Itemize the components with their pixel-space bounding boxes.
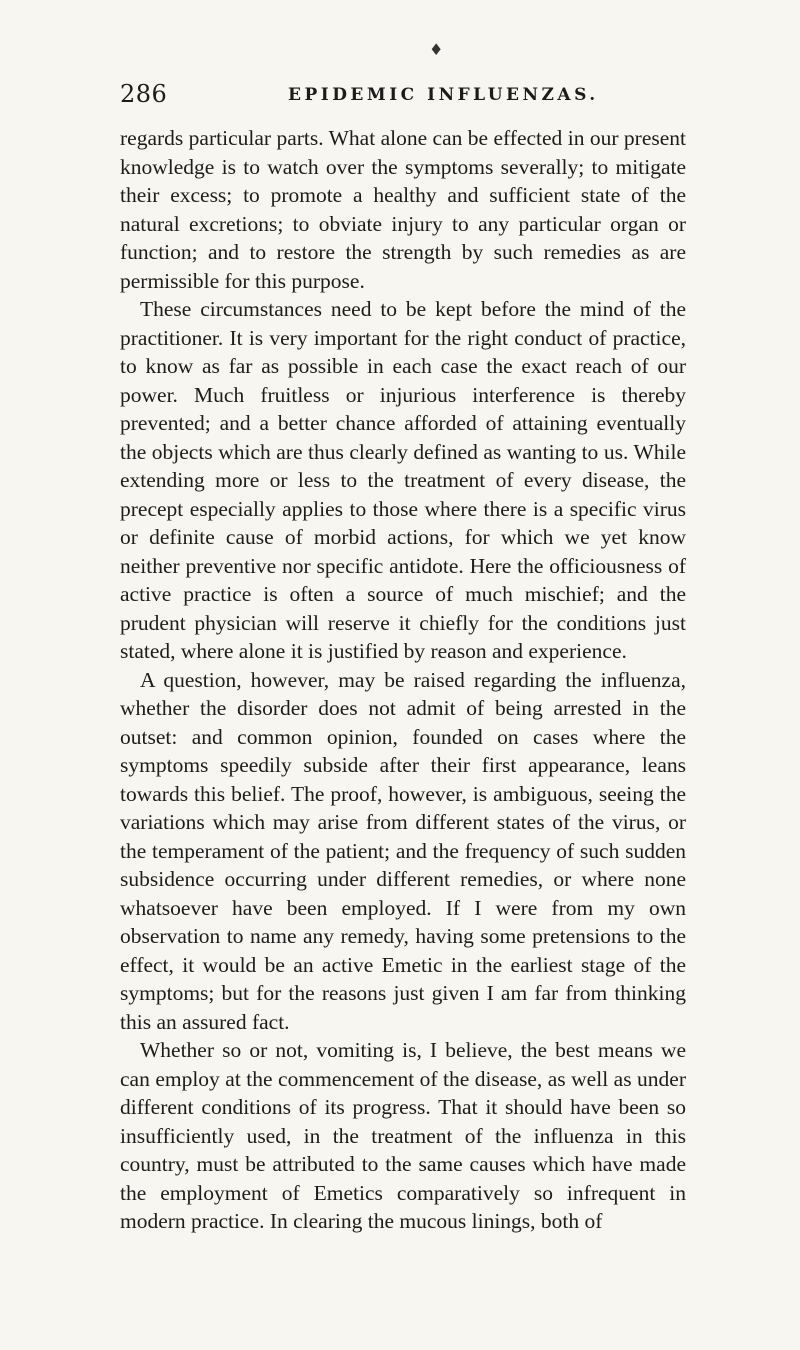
paragraph: A question, however, may be raised regarding the influenza, whether the disorder does not admit of being arrested in the outset: and common opinion, founded on cases where the symptoms speedily subside after their first appearance, leans towards this belief. The proof, however, is ambiguous, seeing the variations which may arise from different states of the virus, or the temperament of the patient; and the frequency of such sudden subsidence occurring under different remedies, or where none whatsoever have been employed. If I were from my own observation to name any remedy, having some pretensions to the effect, it would be an active Emetic in the earliest stage of the symptoms; but for the reasons just given I am far from thinking this an assured fact. xyxy=(120,667,686,1034)
printer-mark: ♦ xyxy=(429,40,444,59)
page-header xyxy=(120,80,686,110)
paragraph: These circumstances need to be kept before the mind of the practitioner. It is very important for the right conduct of practice, to know as far as possible in each case the exact reach of our power. Much fruitless or injurious interference is thereby prevented; and a better chance afforded of attaining eventually the objects which are thus clearly defined as wanting to us. While extending more or less to the treatment of every disease, the precept especially applies to those where there is a specific virus or definite cause of morbid actions, for which we yet know neither preventive nor specific antidote. Here the officiousness of active practice is often a source of much mischief; and the prudent physician will reserve it chiefly for the conditions just stated, where alone it is justified by reason and experience. xyxy=(120,297,686,663)
paragraph: regards particular parts. What alone can be effected in our present knowledge is to watch over the symptoms severally; to mitigate their excess; to promote a healthy and sufficient state of the natural excretions; to obviate injury to any particular organ or function; and to restore the strength by such remedies as are permissible for this purpose. xyxy=(120,126,686,293)
running-head: EPIDEMIC INFLUENZAS. xyxy=(288,85,599,105)
paragraph: Whether so or not, vomiting is, I believe, the best means we can employ at the commencement of the disease, as well as under different conditions of its progress. That it should have been so insufficiently used, in the treatment of the influenza in this country, must be attributed to the same causes which have made the employment of Emetics comparatively so infrequent in modern practice. In clearing the mucous linings, both of xyxy=(120,1038,686,1233)
page-number: 286 xyxy=(120,80,168,108)
body-text xyxy=(120,124,686,1236)
